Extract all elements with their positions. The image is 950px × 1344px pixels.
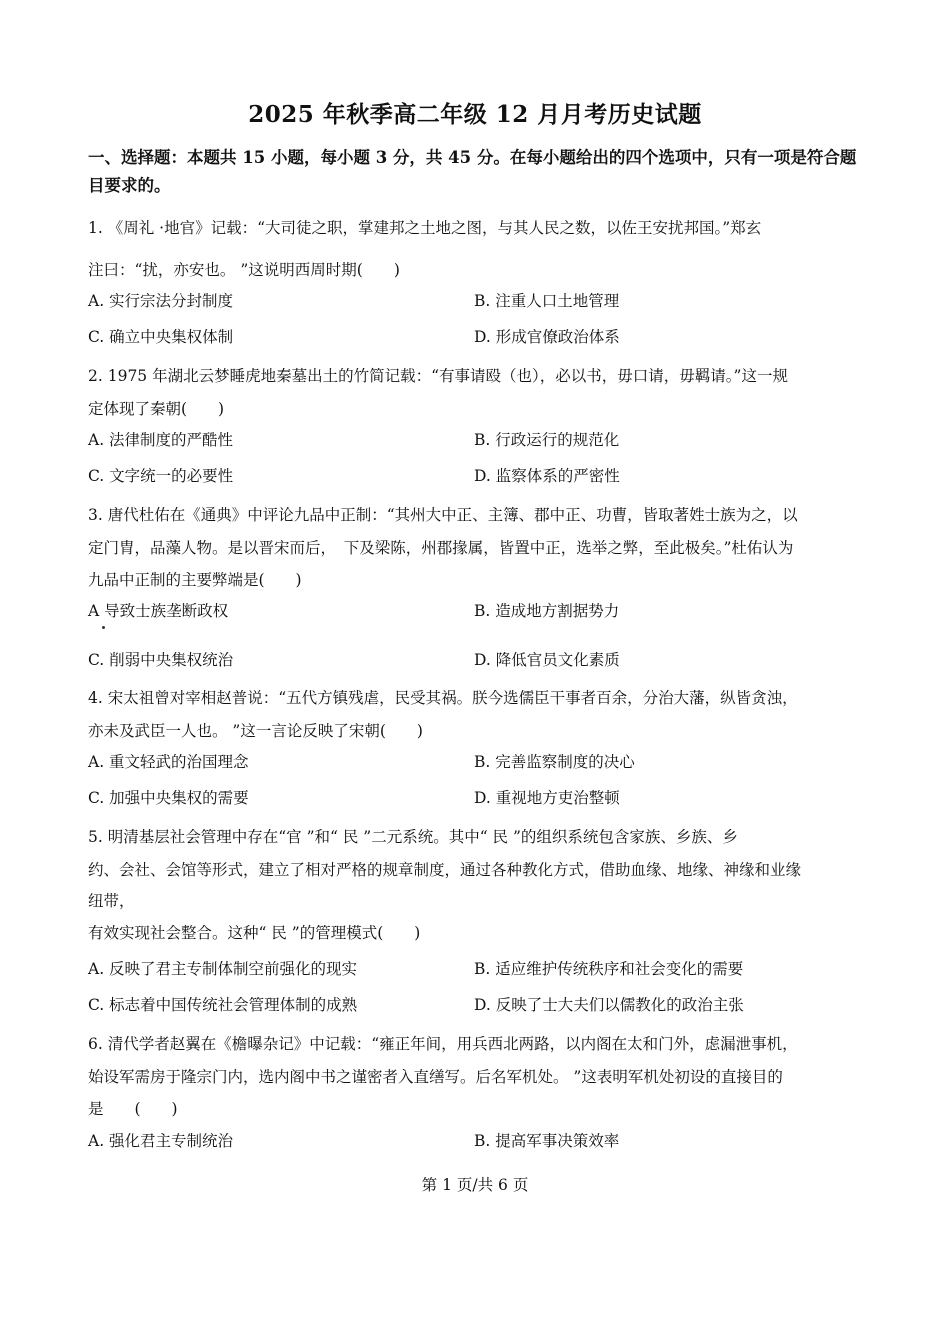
q6-line-3: 是 ( ): [88, 1100, 178, 1118]
q3-line-3: 九品中正制的主要弊端是( ): [88, 571, 302, 589]
q1-option-a: A. 实行宗法分封制度: [88, 292, 234, 310]
q4-option-d: D. 重视地方吏治整顿: [474, 789, 620, 807]
q6-option-a: A. 强化君主专制统治: [88, 1132, 234, 1150]
q4-option-b: B. 完善监察制度的决心: [474, 753, 635, 771]
q3-line-1: 3. 唐代杜佑在《通典》中评论九品中正制：“其州大中正、主簿、郡中正、功曹，皆取著姓士族为之，以: [88, 506, 798, 524]
q5-option-d: D. 反映了士大夫们以儒教化的政治主张: [474, 996, 744, 1014]
q4-option-a: A. 重文轻武的治国理念: [88, 753, 249, 771]
section-heading: 一、选择题：本题共 15 小题，每小题 3 分，共 45 分。在每小题给出的四个选项中，只有一项是符合题目要求的。: [88, 148, 857, 195]
q3-option-a: A 导致士族垄断政权: [88, 602, 229, 620]
q2-option-a: A. 法律制度的严酷性: [88, 431, 234, 449]
q2-option-d: D. 监察体系的严密性: [474, 467, 620, 485]
q6-line-2: 始设军需房于隆宗门内，选内阁中书之谨密者入直缮写。后名军机处。 ”这表明军机处初设的直接目的: [88, 1068, 783, 1086]
q6-option-b: B. 提高军事决策效率: [474, 1132, 620, 1150]
q2-option-c: C. 文字统一的必要性: [88, 467, 234, 485]
q1-line-1: 1. 《周礼 ·地官》记载：“大司徒之职，掌建邦之土地之图，与其人民之数，以佐王安扰邦国。”郑玄: [88, 219, 762, 237]
q5-line-4: 有效实现社会整合。这种“ 民 ”的管理模式( ): [88, 924, 421, 942]
q1-line-2: 注曰：“扰，亦安也。 ”这说明西周时期( ): [88, 261, 400, 279]
q2-line-1: 2. 1975 年湖北云梦睡虎地秦墓出土的竹简记载：“有事请殴（也），必以书，毋口请，毋羁请。”这一规: [88, 367, 788, 385]
q1-option-b: B. 注重人口土地管理: [474, 292, 620, 310]
q5-line-1: 5. 明清基层社会管理中存在“官 ”和“ 民 ”二元系统。其中“ 民 ”的组织系统包含家族、乡族、乡: [88, 828, 738, 846]
q1-option-c: C. 确立中央集权体制: [88, 328, 234, 346]
q4-line-2: 亦未及武臣一人也。 ”这一言论反映了宋朝( ): [88, 722, 423, 740]
q3-option-c: C. 削弱中央集权统治: [88, 651, 234, 669]
q2-line-2: 定体现了秦朝( ): [88, 400, 225, 418]
q5-option-c: C. 标志着中国传统社会管理体制的成熟: [88, 996, 358, 1014]
q3-option-b: B. 造成地方割据势力: [474, 602, 620, 620]
q6-line-1: 6. 清代学者赵翼在《檐曝杂记》中记载：“雍正年间，用兵西北两路，以内阁在太和门外，虑漏泄事机，: [88, 1035, 798, 1053]
q3-line-2: 定门胄，品藻人物。是以晋宋而后， 下及梁陈，州郡掾属，皆置中正，选举之弊，至此极矣。”杜佑认为: [88, 539, 794, 557]
q5-option-b: B. 适应维护传统秩序和社会变化的需要: [474, 960, 744, 978]
q5-line-3: 纽带，: [88, 892, 135, 910]
stray-dot: [102, 626, 105, 629]
q3-option-d: D. 降低官员文化素质: [474, 651, 620, 669]
q2-option-b: B. 行政运行的规范化: [474, 431, 620, 449]
q4-line-1: 4. 宋太祖曾对宰相赵普说：“五代方镇残虐，民受其祸。朕今选儒臣干事者百余，分治大藩，纵皆贪浊，: [88, 689, 798, 707]
q5-option-a: A. 反映了君主专制体制空前强化的现实: [88, 960, 358, 978]
q4-option-c: C. 加强中央集权的需要: [88, 789, 249, 807]
q1-option-d: D. 形成官僚政治体系: [474, 328, 620, 346]
q5-line-2: 约、会社、会馆等形式，建立了相对严格的规章制度，通过各种教化方式，借助血缘、地缘、神缘和业缘: [88, 861, 802, 879]
exam-title: 2025 年秋季高二年级 12 月月考历史试题: [248, 101, 702, 128]
page-footer: 第 1 页/共 6 页: [421, 1176, 529, 1194]
